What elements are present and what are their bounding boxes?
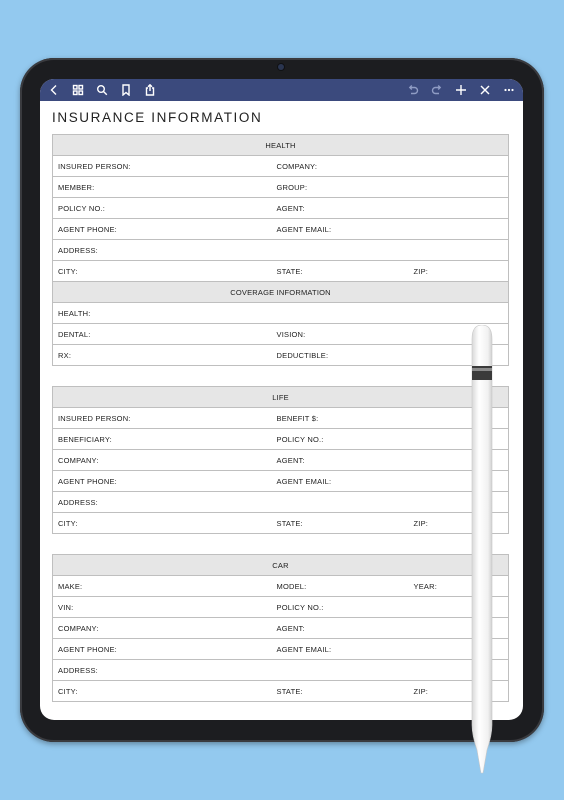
table-row [53, 513, 509, 534]
agent-email-field[interactable]: AGENT EMAIL: [272, 219, 509, 240]
undo-icon[interactable] [401, 79, 425, 101]
vin-field[interactable]: VIN: [53, 597, 272, 618]
beneficiary-field[interactable]: BENEFICIARY: [53, 429, 272, 450]
rx-field[interactable]: RX: [53, 345, 272, 366]
share-icon[interactable] [138, 79, 162, 101]
table-row [53, 471, 509, 492]
car-agent-email-field[interactable]: AGENT EMAIL: [272, 639, 509, 660]
life-zip-field[interactable]: ZIP: [409, 513, 509, 534]
table-row [53, 303, 509, 324]
coverage-header: COVERAGE INFORMATION [53, 282, 509, 303]
car-company-field[interactable]: COMPANY: [53, 618, 272, 639]
table-row [53, 576, 509, 597]
more-icon[interactable] [497, 79, 521, 101]
car-table [52, 554, 509, 702]
bookmark-icon[interactable] [114, 79, 138, 101]
car-address-field[interactable]: ADDRESS: [53, 660, 509, 681]
car-agent-field[interactable]: AGENT: [272, 618, 509, 639]
member-field[interactable]: MEMBER: [53, 177, 272, 198]
city-field[interactable]: CITY: [53, 261, 272, 282]
agent-field[interactable]: AGENT: [272, 198, 509, 219]
tablet-frame [20, 58, 544, 742]
camera-dot [278, 64, 284, 70]
insured-person-field[interactable]: INSURED PERSON: [53, 156, 272, 177]
car-state-field[interactable]: STATE: [272, 681, 409, 702]
coverage-health-field[interactable]: HEALTH: [53, 303, 509, 324]
table-row [53, 492, 509, 513]
car-policy-no-field[interactable]: POLICY NO.: [272, 597, 509, 618]
back-icon[interactable] [42, 79, 66, 101]
table-row [53, 156, 509, 177]
app-screen [40, 79, 523, 720]
car-agent-phone-field[interactable]: AGENT PHONE: [53, 639, 272, 660]
table-row [53, 450, 509, 471]
page-title: INSURANCE INFORMATION [52, 110, 263, 125]
table-row [53, 681, 509, 702]
table-row [53, 639, 509, 660]
table-row [53, 177, 509, 198]
make-field[interactable]: MAKE: [53, 576, 272, 597]
life-city-field[interactable]: CITY: [53, 513, 272, 534]
search-icon[interactable] [90, 79, 114, 101]
car-zip-field[interactable]: ZIP: [409, 681, 509, 702]
company-field[interactable]: COMPANY: [272, 156, 509, 177]
table-row [53, 240, 509, 261]
stylus-pencil [470, 325, 494, 775]
redo-icon[interactable] [425, 79, 449, 101]
life-policy-no-field[interactable]: POLICY NO.: [272, 429, 509, 450]
table-row [53, 324, 509, 345]
table-row [53, 660, 509, 681]
life-company-field[interactable]: COMPANY: [53, 450, 272, 471]
year-field[interactable]: YEAR: [409, 576, 509, 597]
grid-icon[interactable] [66, 79, 90, 101]
agent-phone-field[interactable]: AGENT PHONE: [53, 219, 272, 240]
group-field[interactable]: GROUP: [272, 177, 509, 198]
dental-field[interactable]: DENTAL: [53, 324, 272, 345]
life-agent-field[interactable]: AGENT: [272, 450, 509, 471]
table-row [53, 618, 509, 639]
vision-field[interactable]: VISION: [272, 324, 509, 345]
life-insured-person-field[interactable]: INSURED PERSON: [53, 408, 272, 429]
table-row [53, 345, 509, 366]
health-header: HEALTH [53, 135, 509, 156]
car-city-field[interactable]: CITY: [53, 681, 272, 702]
state-field[interactable]: STATE: [272, 261, 409, 282]
table-row [53, 429, 509, 450]
table-row [53, 219, 509, 240]
table-row [53, 408, 509, 429]
plus-icon[interactable] [449, 79, 473, 101]
life-state-field[interactable]: STATE: [272, 513, 409, 534]
close-icon[interactable] [473, 79, 497, 101]
policy-no-field[interactable]: POLICY NO.: [53, 198, 272, 219]
life-agent-email-field[interactable]: AGENT EMAIL: [272, 471, 509, 492]
top-toolbar [40, 79, 523, 101]
model-field[interactable]: MODEL: [272, 576, 409, 597]
zip-field[interactable]: ZIP: [409, 261, 509, 282]
health-table [52, 134, 509, 366]
life-table [52, 386, 509, 534]
deductible-field[interactable]: DEDUCTIBLE: [272, 345, 509, 366]
life-agent-phone-field[interactable]: AGENT PHONE: [53, 471, 272, 492]
car-header: CAR [53, 555, 509, 576]
address-field[interactable]: ADDRESS: [53, 240, 509, 261]
benefit-field[interactable]: BENEFIT $: [272, 408, 509, 429]
table-row [53, 597, 509, 618]
table-row [53, 261, 509, 282]
table-row [53, 198, 509, 219]
life-address-field[interactable]: ADDRESS: [53, 492, 509, 513]
life-header: LIFE [53, 387, 509, 408]
